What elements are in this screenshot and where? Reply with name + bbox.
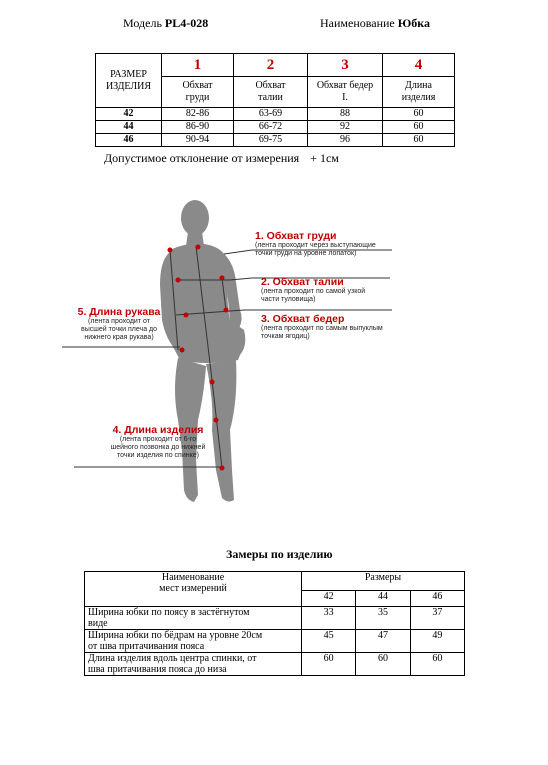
label-length: 4. Длина изделия (лента проходит от 6-го шейного позвонка до нижней точки изделия по спинке) bbox=[110, 424, 206, 459]
table-row: 42 82-86 63-69 88 60 bbox=[96, 108, 455, 121]
table-row: Длина изделия вдоль центра спинки, от шва притачивания пояса до низа 60 60 60 bbox=[85, 653, 465, 676]
name-header: Наименование мест измерений bbox=[85, 572, 302, 607]
name-value: Юбка bbox=[397, 16, 431, 30]
col-label-4: Длина изделия bbox=[383, 77, 455, 108]
sizes-header: Размеры bbox=[302, 572, 465, 591]
tolerance-line bbox=[104, 151, 339, 166]
size-col: 42 bbox=[302, 591, 356, 607]
body-figure bbox=[0, 170, 548, 520]
label-sleeve: 5. Длина рукава (лента проходит от высшей точки плеча до нижнего края рукава) bbox=[77, 306, 161, 341]
col-label-3: Обхват бедер I. bbox=[308, 77, 383, 108]
size-col: 44 bbox=[356, 591, 410, 607]
table-row: 46 90-94 69-75 96 60 bbox=[96, 134, 455, 147]
size-header: РАЗМЕР ИЗДЕЛИЯ bbox=[96, 54, 162, 108]
size-col: 46 bbox=[410, 591, 464, 607]
size-table bbox=[95, 53, 455, 147]
col-label-1: Обхват груди bbox=[162, 77, 234, 108]
table-row: 44 86-90 66-72 92 60 bbox=[96, 121, 455, 134]
name-line bbox=[320, 16, 430, 31]
model-line bbox=[123, 16, 208, 31]
model-code: PL4-028 bbox=[164, 16, 209, 30]
label-chest: 1. Обхват груди (лента проходит через выступающие точки груди на уровне лопаток) bbox=[255, 230, 376, 257]
model-prefix: Модель bbox=[123, 16, 162, 30]
table-row: Ширина юбки по поясу в застёгнутом виде 33 35 37 bbox=[85, 607, 465, 630]
label-hips: 3. Обхват бедер (лента проходит по самым выпуклым точкам ягодиц) bbox=[261, 313, 383, 340]
measurements-title: Замеры по изделию bbox=[226, 547, 333, 561]
col-label-2: Обхват талии bbox=[234, 77, 308, 108]
tolerance-value: + 1см bbox=[310, 151, 339, 165]
measurements-table bbox=[84, 571, 465, 676]
col-number-2: 2 bbox=[234, 54, 308, 77]
table-row: Ширина юбки по бёдрам на уровне 20см от шва притачивания пояса 45 47 49 bbox=[85, 630, 465, 653]
col-number-4: 4 bbox=[383, 54, 455, 77]
name-prefix: Наименование bbox=[320, 16, 395, 30]
tolerance-text: Допустимое отклонение от измерения bbox=[104, 151, 300, 165]
col-number-3: 3 bbox=[308, 54, 383, 77]
label-waist: 2. Обхват талии (лента проходит по самой узкой части туловища) bbox=[261, 276, 366, 303]
col-number-1: 1 bbox=[162, 54, 234, 77]
